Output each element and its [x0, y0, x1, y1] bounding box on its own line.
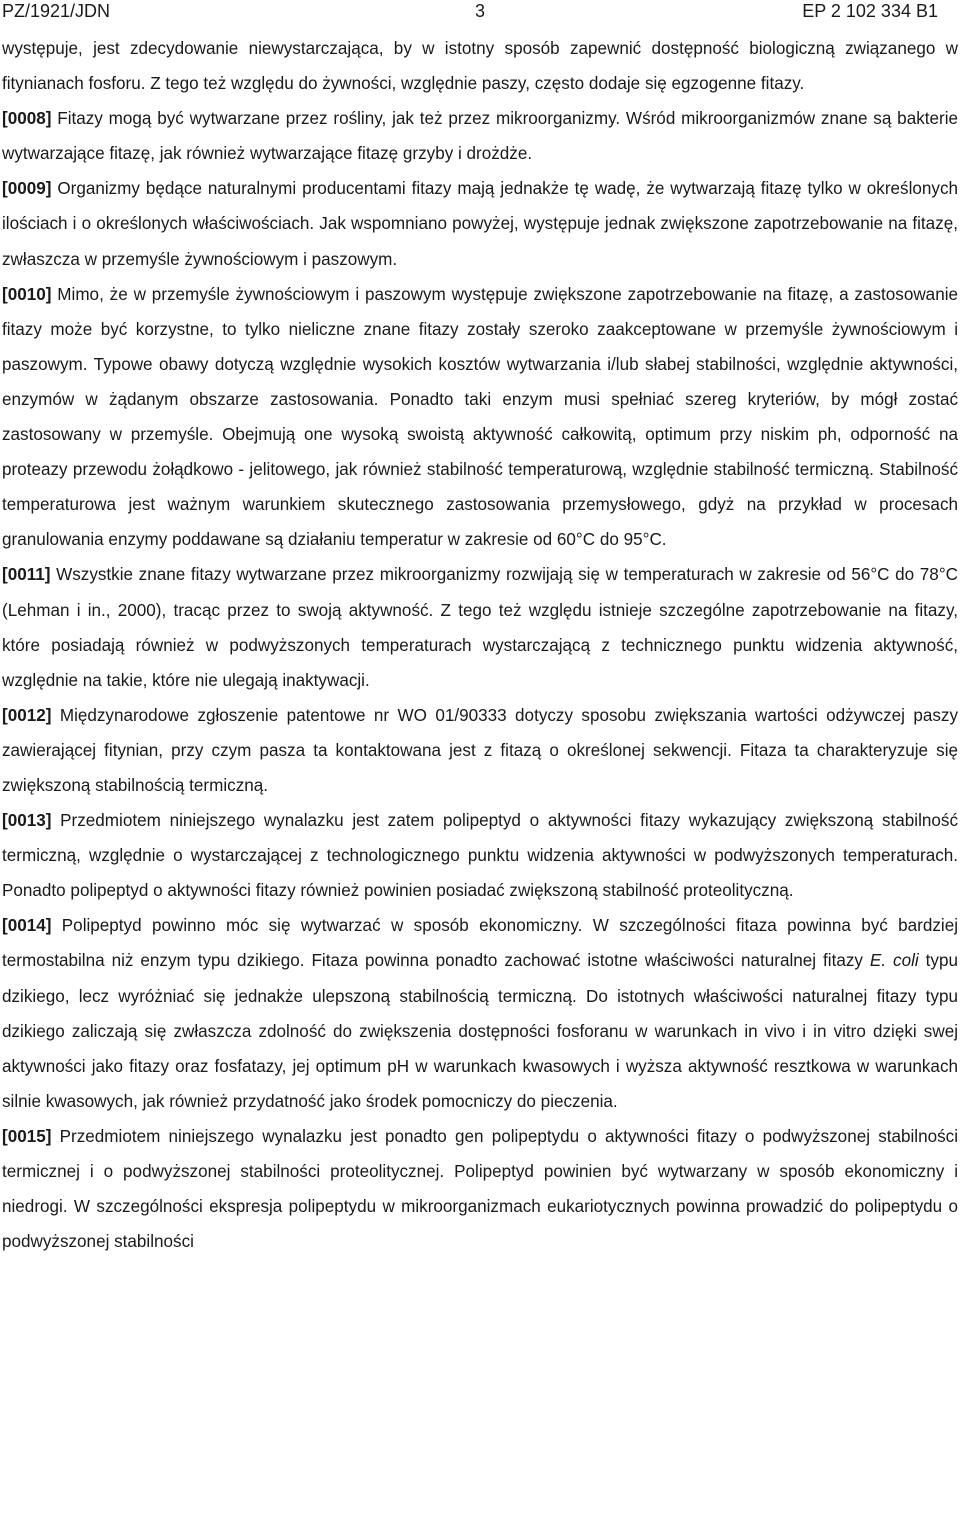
paragraph-number: [0011]	[2, 565, 51, 585]
paragraph-number: [0014]	[2, 916, 52, 936]
paragraph-text: Organizmy będące naturalnymi producentami fitazy mają jednakże tę wadę, że wytwarzają fitazę tylko w określonych ilościach i o określonych właściwościach. Jak wspomniano powyżej, występuje jednak zwiększone zapotrzebowanie na fitazę, zwłaszcza w przemyśle żywnościowym i paszowym.	[2, 179, 958, 269]
organism-name: E. coli	[869, 951, 919, 971]
paragraph-text: Wszystkie znane fitazy wytwarzane przez mikroorganizmy rozwijają się w temperaturach w zakresie od 56°C do 78°C (Lehman i in., 2000), tracąc przez to swoją aktywność. Z tego też względu istnieje szczególne zapotrzebowanie na fitazy, które posiadają również w podwyższonych temperaturach wystarczającą z technicznego punktu widzenia aktywność, względnie na takie, które nie ulegają inaktywacji.	[2, 565, 958, 690]
paragraph-0010	[2, 277, 958, 558]
paragraph-0013	[2, 803, 958, 908]
page-header	[0, 0, 960, 26]
paragraph-0014	[2, 908, 958, 1119]
paragraph-text: Fitazy mogą być wytwarzane przez rośliny, jak też przez mikroorganizmy. Wśród mikroorganizmów znane są bakterie wytwarzające fitazę, jak również wytwarzające fitazę grzyby i drożdże.	[2, 109, 958, 164]
paragraph-text: Przedmiotem niniejszego wynalazku jest ponadto gen polipeptydu o aktywności fitazy o podwyższonej stabilności termicznej i o podwyższonej stabilności proteolitycznej. Polipeptyd powinien być wytwarzany w sposób ekonomiczny i niedrogi. W szczególności ekspresja polipeptydu w mikroorganizmach eukariotycznych powinna prowadzić do polipeptydu o podwyższonej stabilności	[2, 1126, 959, 1252]
patent-number: EP 2 102 334 B1	[802, 1, 938, 21]
paragraph-0009	[2, 171, 958, 276]
document-reference: PZ/1921/JDN	[2, 1, 111, 21]
paragraph-text: występuje, jest zdecydowanie niewystarczająca, by w istotny sposób zapewnić dostępność biologiczną związanego w fitynianach fosforu. Z tego też względu do żywności, względnie paszy, często dodaje się egzogenne fitazy.	[2, 39, 958, 94]
paragraph-number: [0013]	[2, 811, 52, 831]
paragraph-0008	[2, 101, 958, 171]
paragraph-number: [0015]	[2, 1126, 52, 1146]
paragraph-text: Przedmiotem niniejszego wynalazku jest zatem polipeptyd o aktywności fitazy wykazujący zwiększoną stabilność termiczną, względnie o wystarczającej z technologicznego punktu widzenia aktywności w podwyższonych temperaturach. Ponadto polipeptyd o aktywności fitazy również powinien posiadać zwiększoną stabilność proteolityczną.	[2, 811, 959, 901]
page-number: 3	[474, 1, 485, 21]
document-body	[2, 31, 958, 1259]
paragraph-0012	[2, 698, 958, 803]
paragraph-text-end: typu dzikiego, lecz wyróżniać się jednakże ulepszoną stabilnością termiczną. Do istotnych właściwości naturalnej fitazy typu dzikiego zaliczają się zwłaszcza zdolność do zwiększenia dostępności fosforanu w warunkach in vivo i in vitro dzięki swej aktywności jako fitazy oraz fosfatazy, jej optimum pH w warunkach kwasowych i wyższa aktywność resztkowa w warunkach silnie kwasowych, jak również przydatność jako środek pomocniczy do pieczenia.	[2, 951, 958, 1111]
paragraph-number: [0012]	[2, 705, 52, 725]
paragraph-continued	[2, 31, 958, 101]
paragraph-number: [0008]	[2, 109, 52, 129]
paragraph-text: Mimo, że w przemyśle żywnościowym i paszowym występuje zwiększone zapotrzebowanie na fitazę, a zastosowanie fitazy może być korzystne, to tylko nieliczne znane fitazy zostały szeroko zaakceptowane w przemyśle żywnościowym i paszowym. Typowe obawy dotyczą względnie wysokich kosztów wytwarzania i/lub słabej stabilności, względnie aktywności, enzymów w żądanym obszarze zastosowania. Ponadto taki enzym musi spełniać szereg kryteriów, by mógł zostać zastosowany w przemyśle. Obejmują one wysoką swoistą aktywność całkowitą, optimum przy niskim ph, odporność na proteazy przewodu żołądkowo - jelitowego, jak również stabilność temperaturową, względnie stabilność termiczną. Stabilność temperaturowa jest ważnym warunkiem skutecznego zastosowania przemysłowego, gdyż na przykład w procesach granulowania enzymy poddawane są działaniu temperatur w zakresie od 60°C do 95°C.	[2, 284, 959, 550]
paragraph-0011	[2, 557, 958, 697]
paragraph-number: [0010]	[2, 284, 52, 304]
paragraph-0015	[2, 1119, 958, 1259]
paragraph-number: [0009]	[2, 179, 52, 199]
paragraph-text-start: Polipeptyd powinno móc się wytwarzać w sposób ekonomiczny. W szczególności fitaza powinna być bardziej termostabilna niż enzym typu dzikiego. Fitaza powinna ponadto zachować istotne właściwości naturalnej fitazy	[2, 916, 958, 971]
paragraph-text: Międzynarodowe zgłoszenie patentowe nr WO 01/90333 dotyczy sposobu zwiększania wartości odżywczej paszy zawierającej fitynian, przy czym pasza ta kontaktowana jest z fitazą o określonej sekwencji. Fitaza ta charakteryzuje się zwiększoną stabilnością termiczną.	[2, 705, 959, 795]
